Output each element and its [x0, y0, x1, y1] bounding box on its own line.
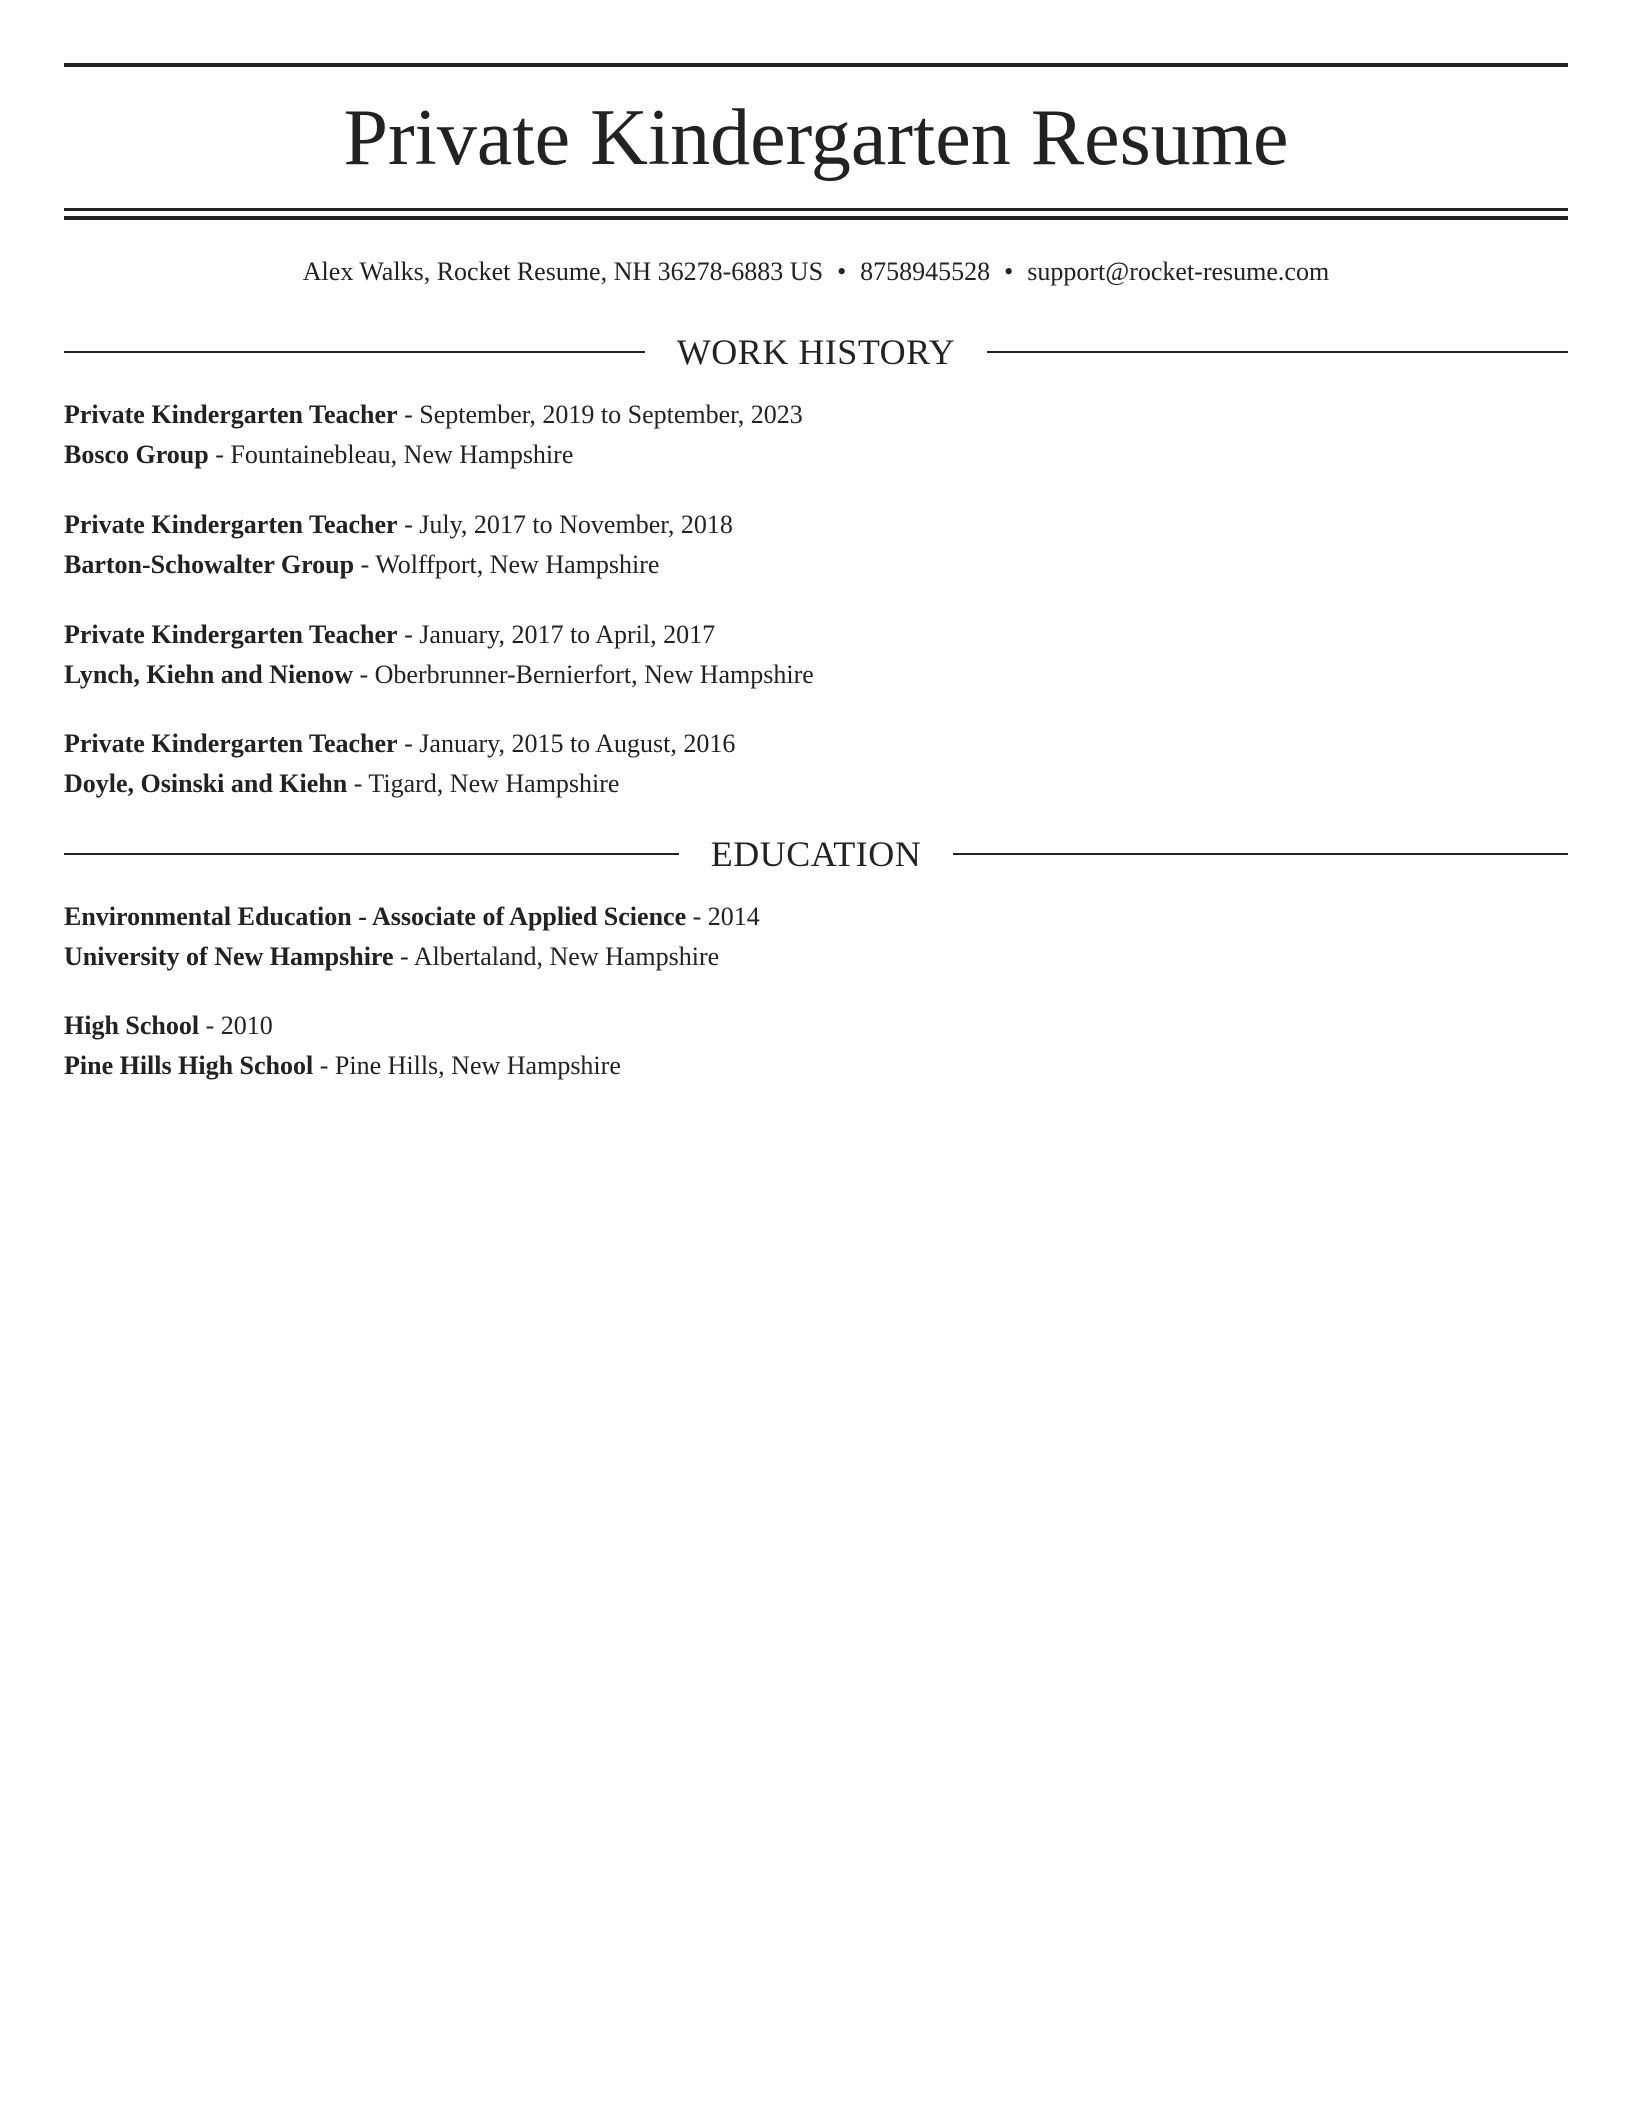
education-entry-degree-line [64, 897, 1568, 937]
title-double-rule-upper [64, 208, 1568, 211]
work-employer: Lynch, Kiehn and Nienow [64, 660, 353, 689]
work-dates: January, 2015 to August, 2016 [419, 729, 736, 758]
work-role: Private Kindergarten Teacher [64, 729, 398, 758]
work-entry-title-line [64, 505, 1568, 545]
dash: - [397, 510, 420, 539]
heading-rule-right [987, 351, 1568, 353]
dash: - [397, 620, 420, 649]
work-dates: September, 2019 to September, 2023 [419, 400, 803, 429]
work-employer: Doyle, Osinski and Kiehn [64, 769, 348, 798]
education-entry [64, 1006, 1568, 1086]
work-entry-title-line [64, 395, 1568, 435]
contact-separator: • [837, 257, 847, 286]
education-title: EDUCATION [710, 834, 922, 874]
work-location: Tigard, New Hampshire [368, 769, 620, 798]
work-entry [64, 395, 1568, 475]
education-entry-school-line [64, 937, 1568, 977]
work-role: Private Kindergarten Teacher [64, 620, 398, 649]
work-history-title: WORK HISTORY [676, 332, 956, 372]
work-history-heading [64, 330, 1568, 374]
education-entry [64, 897, 1568, 977]
work-employer: Barton-Schowalter Group [64, 550, 355, 579]
heading-rule-left [64, 351, 645, 353]
education-school: Pine Hills High School [64, 1051, 314, 1080]
work-location: Wolffport, New Hampshire [375, 550, 660, 579]
resume-title: Private Kindergarten Resume [343, 94, 1289, 182]
heading-rule-right [953, 853, 1568, 855]
education-school: University of New Hampshire [64, 942, 394, 971]
work-entry [64, 505, 1568, 585]
contact-separator: • [1004, 257, 1014, 286]
work-entry-employer-line [64, 764, 1568, 804]
work-entry-employer-line [64, 655, 1568, 695]
education-heading [64, 832, 1568, 876]
work-employer: Bosco Group [64, 440, 209, 469]
education-year: 2010 [220, 1011, 273, 1040]
dash: - [347, 769, 369, 798]
education-location: Albertaland, New Hampshire [413, 942, 720, 971]
work-location: Fountainebleau, New Hampshire [230, 440, 574, 469]
work-location: Oberbrunner-Bernierfort, New Hampshire [374, 660, 814, 689]
work-entry-employer-line [64, 435, 1568, 475]
contact-line [64, 254, 1568, 290]
dash: - [686, 902, 708, 931]
dash: - [354, 550, 376, 579]
heading-rule-left [64, 853, 679, 855]
dash: - [199, 1011, 221, 1040]
dash: - [393, 942, 414, 971]
work-entry [64, 615, 1568, 695]
contact-phone: 8758945528 [860, 257, 991, 286]
work-entry-title-line [64, 724, 1568, 764]
dash: - [313, 1051, 335, 1080]
dash: - [397, 400, 420, 429]
title-double-rule-lower [64, 216, 1568, 220]
work-entry-title-line [64, 615, 1568, 655]
dash: - [397, 729, 420, 758]
work-entry-employer-line [64, 545, 1568, 585]
work-dates: July, 2017 to November, 2018 [419, 510, 733, 539]
contact-address: Alex Walks, Rocket Resume, NH 36278-6883 US [302, 257, 824, 286]
work-role: Private Kindergarten Teacher [64, 400, 398, 429]
dash: - [352, 660, 375, 689]
dash: - [208, 440, 231, 469]
education-degree: High School [64, 1011, 200, 1040]
education-year: 2014 [707, 902, 760, 931]
work-dates: January, 2017 to April, 2017 [419, 620, 716, 649]
education-entry-degree-line [64, 1006, 1568, 1046]
contact-email: support@rocket-resume.com [1027, 257, 1330, 286]
education-location: Pine Hills, New Hampshire [334, 1051, 621, 1080]
work-role: Private Kindergarten Teacher [64, 510, 398, 539]
top-rule [64, 63, 1568, 67]
education-degree: Environmental Education - Associate of Applied Science [64, 902, 687, 931]
work-entry [64, 724, 1568, 804]
education-entry-school-line [64, 1046, 1568, 1086]
